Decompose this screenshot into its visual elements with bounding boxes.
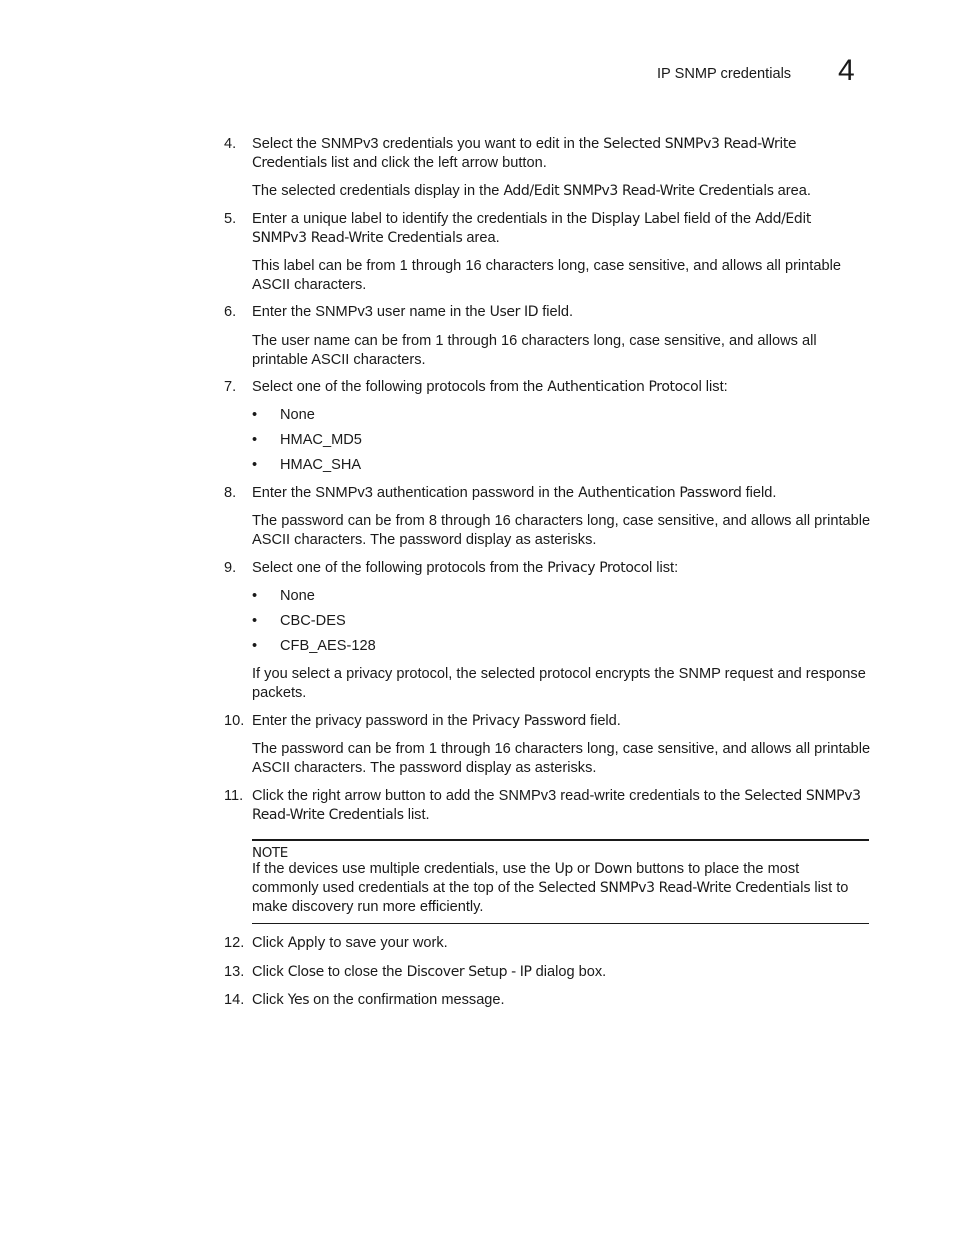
step-4-detail: The selected credentials display in the Add/Edit SNMPv3 Read-Write Credentials area. bbox=[252, 183, 811, 199]
step-text: Select the SNMPv3 credentials you want to edit in the Selected SNMPv3 Read-Write Credentials list and click the left arrow button. bbox=[252, 136, 797, 171]
step-text: Click the right arrow button to add the SNMPv3 read-write credentials to the Selected SNMPv3 Read-Write Credentials list. bbox=[252, 788, 861, 823]
step-5 bbox=[224, 210, 869, 248]
step-4 bbox=[224, 135, 869, 173]
step-text: Select one of the following protocols from the Authentication Protocol list: bbox=[252, 379, 728, 395]
ui-term: Authentication Protocol bbox=[547, 379, 702, 395]
step-8 bbox=[224, 484, 869, 503]
ui-term: Add/Edit SNMPv3 Read-Write Credentials bbox=[252, 211, 811, 246]
step-number: 10. bbox=[224, 713, 245, 729]
ui-term: Selected SNMPv3 Read-Write Credentials bbox=[252, 136, 797, 171]
ui-term: Privacy Password bbox=[471, 713, 586, 729]
note-text: If the devices use multiple credentials, use the Up or Down buttons to place the most commonly used credentials at the top of the Selected SNMPv3 Read-Write Credentials list to make discovery run more efficiently. bbox=[252, 861, 849, 915]
ui-term: User ID bbox=[489, 304, 539, 320]
ui-term: Selected SNMPv3 Read-Write Credentials bbox=[538, 880, 811, 896]
step-number: 5. bbox=[224, 211, 237, 227]
ui-term: Apply bbox=[287, 935, 326, 951]
step-8-detail: The password can be from 8 through 16 characters long, case sensitive, and allows all printable ASCII characters. The password display as asterisks. bbox=[252, 513, 871, 548]
step-text: Enter the privacy password in the Privacy Password field. bbox=[252, 713, 621, 729]
step-number: 6. bbox=[224, 304, 237, 320]
step-number: 14. bbox=[224, 992, 245, 1008]
step-text: Enter the SNMPv3 authentication password in the Authentication Password field. bbox=[252, 485, 777, 501]
step-6 bbox=[224, 303, 869, 322]
step-number: 9. bbox=[224, 560, 237, 576]
bullet-icon: • bbox=[252, 407, 258, 423]
ui-term: Privacy Protoco bbox=[547, 560, 649, 576]
bullet-icon: • bbox=[252, 432, 258, 448]
ui-term: Down bbox=[594, 861, 633, 877]
ui-term: Yes bbox=[287, 992, 310, 1008]
step-text: Click Close to close the Discover Setup - IP dialog box. bbox=[252, 964, 607, 980]
step-number: 4. bbox=[224, 136, 237, 152]
step-number: 12. bbox=[224, 935, 245, 951]
chapter-number: 4 bbox=[838, 54, 855, 87]
note-label: NOTE bbox=[252, 845, 288, 861]
step-text: Click Apply to save your work. bbox=[252, 935, 448, 951]
step-text: Enter the SNMPv3 user name in the User ID field. bbox=[252, 304, 574, 320]
step-5-detail: This label can be from 1 through 16 characters long, case sensitive, and allows all printable ASCII characters. bbox=[252, 258, 841, 293]
step-10-detail: The password can be from 1 through 16 characters long, case sensitive, and allows all printable ASCII characters. The password display as asterisks. bbox=[252, 741, 871, 776]
step-number: 13. bbox=[224, 964, 245, 980]
step-text: Select one of the following protocols from the Privacy Protocol list: bbox=[252, 560, 679, 576]
step-12 bbox=[224, 934, 869, 953]
step-7 bbox=[224, 378, 869, 397]
ui-term: Selected SNMPv3 Read-Write Credentials bbox=[252, 788, 861, 823]
step-text: Enter a unique label to identify the credentials in the Display Label field of the Add/Edit SNMPv3 Read-Write Credentials area. bbox=[252, 211, 811, 246]
step-number: 11. bbox=[224, 788, 244, 804]
bullet-icon: • bbox=[252, 613, 258, 629]
step-6-detail: The user name can be from 1 through 16 characters long, case sensitive, and allows all printable ASCII characters. bbox=[252, 333, 817, 368]
note-box bbox=[252, 839, 869, 924]
ui-term: Add/Edit SNMPv3 Read-Write Credentials bbox=[503, 183, 774, 199]
step-number: 8. bbox=[224, 485, 237, 501]
ui-term: Discover Setup - IP bbox=[406, 964, 532, 980]
step-11 bbox=[224, 787, 869, 825]
bullet-icon: • bbox=[252, 638, 258, 654]
section-title: IP SNMP credentials bbox=[657, 66, 792, 82]
bullet-icon: • bbox=[252, 588, 258, 604]
ui-term: Close bbox=[287, 964, 324, 980]
ui-term: Up bbox=[554, 861, 573, 877]
bullet-icon: • bbox=[252, 457, 258, 473]
step-14 bbox=[224, 991, 869, 1010]
step-text: Click Yes on the confirmation message. bbox=[252, 992, 505, 1008]
step-13 bbox=[224, 963, 869, 982]
ui-term: Display Label bbox=[591, 211, 680, 227]
step-10 bbox=[224, 712, 869, 731]
step-9-detail: If you select a privacy protocol, the selected protocol encrypts the SNMP request and response packets. bbox=[252, 666, 866, 701]
ui-term: Authentication Password bbox=[578, 485, 742, 501]
step-9 bbox=[224, 559, 869, 578]
step-number: 7. bbox=[224, 379, 237, 395]
